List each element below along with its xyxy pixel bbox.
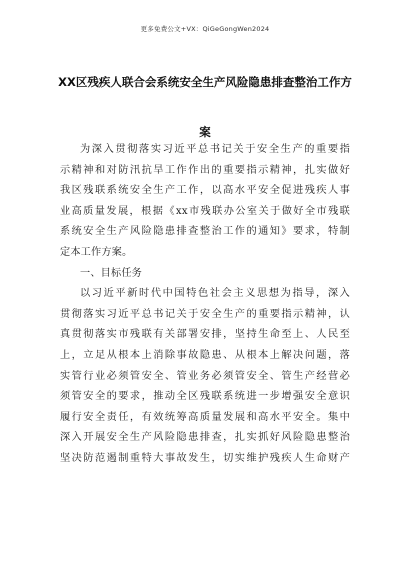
header-note: 更多免费公文+VX：QiGeGongWen2024 [140,25,270,33]
body-line: 系统安全生产风险隐患排查整治工作的通知》要求，特制 [60,226,350,238]
body-line: 示精神和对防汛抗旱工作作出的重要指示精神，扎实做好 [60,164,350,176]
body-line: 我区残联系统安全生产工作，以高水平安全促进残疾人事 [60,185,350,197]
body-line: 上，立足从根本上消除事故隐患、从根本上解决问题，落 [60,349,350,361]
body-line: 须管安全的要求，推动全区残联系统进一步增强安全意识 [60,391,350,403]
body-line: 坚决防范遏制重特大事故发生，切实维护残疾人生命财产 [60,452,350,464]
body-line: 真贯彻落实市残联有关部署安排，坚持生命至上、人民至 [60,329,350,341]
body-line: 履行安全责任，有效统筹高质量发展和高水平安全。集中 [60,411,350,423]
document-body [60,140,350,470]
body-line: 定本工作方案。 [60,246,133,258]
body-line: 实管行业必须管安全、管业务必须管安全、管生产经营必 [60,370,350,382]
section-heading: 一、目标任务 [80,267,143,279]
body-line: 业高质量发展，根据《xx市残联办公室关于做好全市残联 [60,205,350,217]
body-line: 深入开展安全生产风险隐患排查，扎实抓好风险隐患整治 [60,432,350,444]
document-title-line-1: XX区残疾人联合会系统安全生产风险隐患排查整治工作方 [58,75,352,89]
document-title-line-2: 案 [199,125,211,139]
body-line: 为深入贯彻落实习近平总书记关于安全生产的重要指 [80,144,350,155]
body-line: 贯彻落实习近平总书记关于安全生产的重要指示精神，认 [60,308,350,320]
body-line: 以习近平新时代中国特色社会主义思想为指导，深入 [80,288,350,300]
